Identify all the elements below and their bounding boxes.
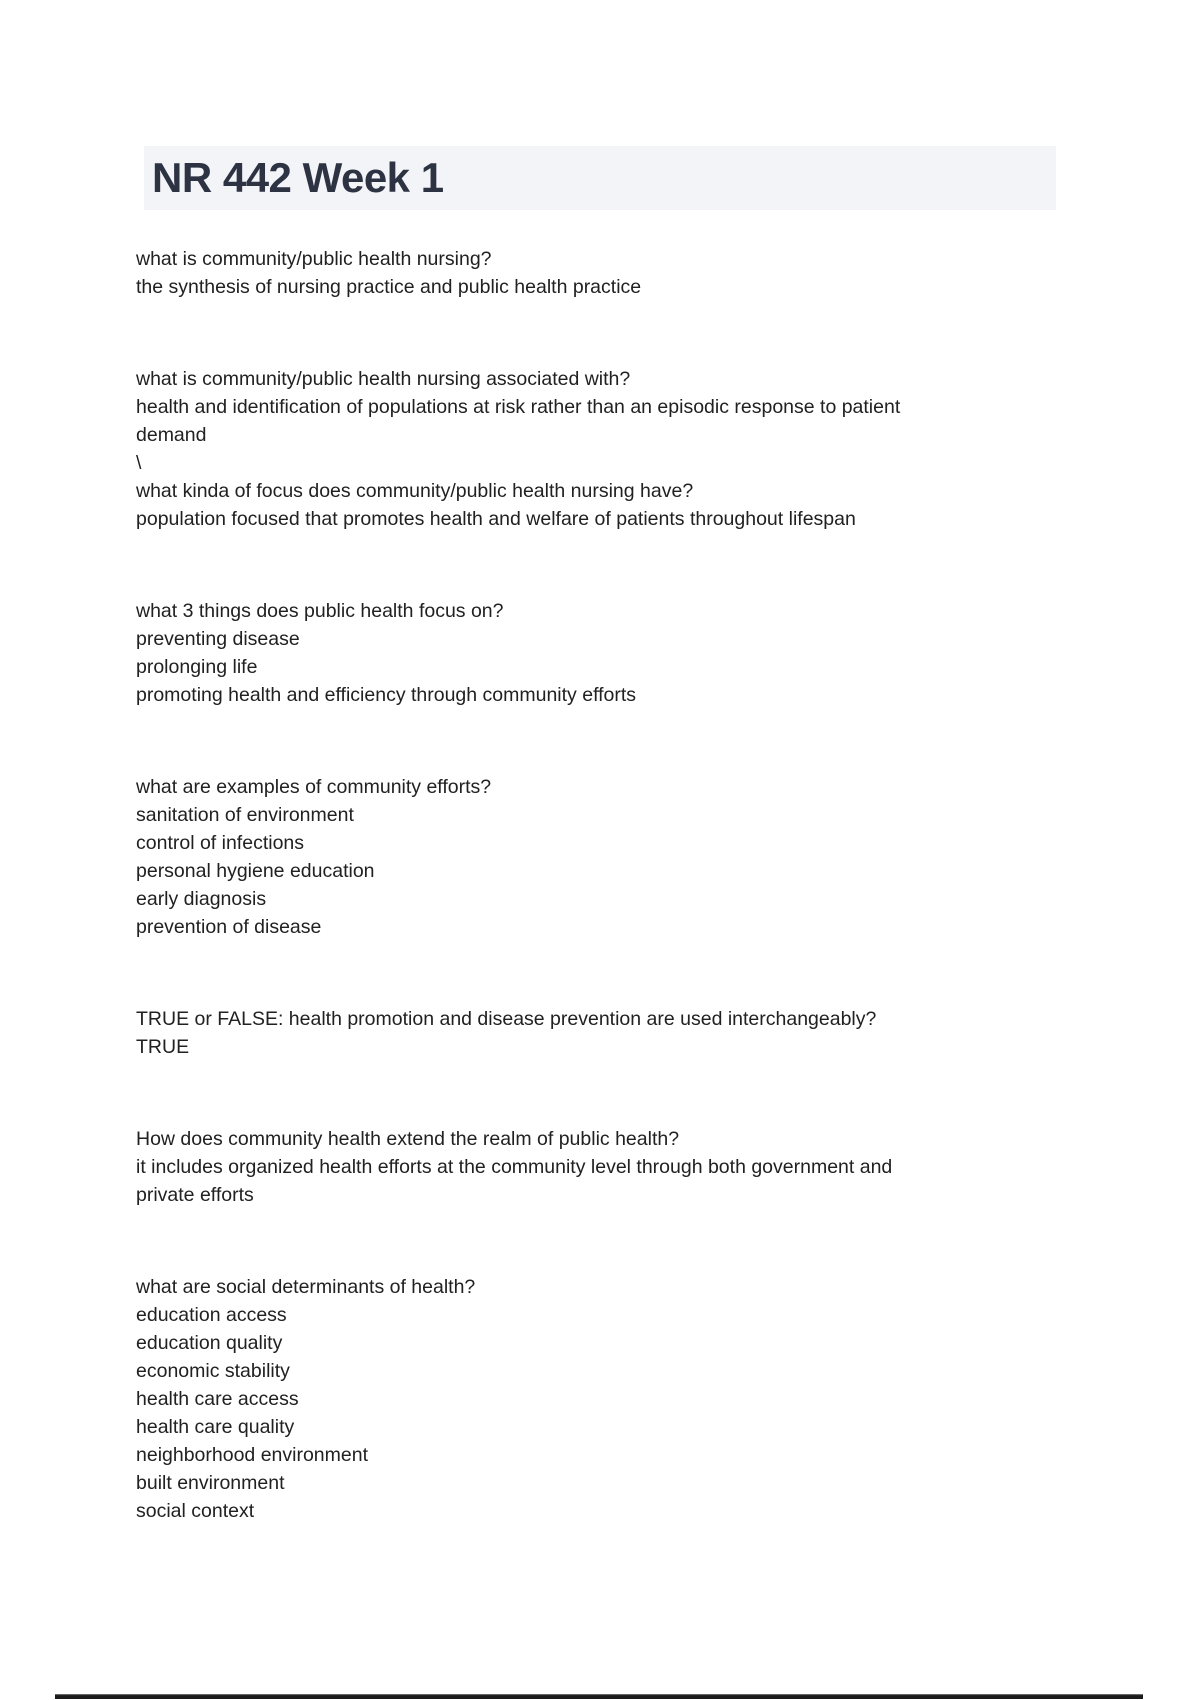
qa-line: health and identification of populations at risk rather than an episodic response to patient [136,396,901,418]
qa-line: \ [136,452,142,474]
qa-block [136,1273,1146,1525]
qa-line: sanitation of environment [136,804,354,826]
qa-line: health care quality [136,1416,295,1438]
qa-line: population focused that promotes health and welfare of patients throughout lifespan [136,508,856,530]
qa-line: private efforts [136,1184,254,1206]
qa-line: education quality [136,1332,283,1354]
qa-line: economic stability [136,1360,290,1382]
qa-line: what kinda of focus does community/public health nursing have? [136,480,694,502]
qa-line: what are examples of community efforts? [136,776,492,798]
qa-line: prevention of disease [136,916,322,938]
qa-line: what 3 things does public health focus on? [136,600,504,622]
qa-line: what are social determinants of health? [136,1276,476,1298]
qa-line: personal hygiene education [136,860,375,882]
qa-line: prolonging life [136,656,258,678]
qa-block [136,365,1146,533]
qa-block [136,597,1146,709]
qa-line: it includes organized health efforts at the community level through both government and [136,1156,893,1178]
qa-block [136,245,1146,301]
qa-line: what is community/public health nursing associated with? [136,368,631,390]
qa-line: control of infections [136,832,305,854]
qa-block [136,1005,1146,1061]
qa-line: the synthesis of nursing practice and public health practice [136,276,642,298]
qa-line: TRUE [136,1036,190,1058]
page-title: NR 442 Week 1 [152,154,444,201]
qa-line: demand [136,424,207,446]
qa-line: neighborhood environment [136,1444,369,1466]
qa-line: TRUE or FALSE: health promotion and disease prevention are used interchangeably? [136,1008,877,1030]
qa-block [136,773,1146,941]
page-title-bar [144,146,1056,210]
qa-line: social context [136,1500,255,1522]
qa-line: promoting health and efficiency through community efforts [136,684,637,706]
qa-line: health care access [136,1388,299,1410]
qa-line: education access [136,1304,287,1326]
qa-content [136,245,1146,1525]
qa-line: built environment [136,1472,285,1494]
qa-line: How does community health extend the realm of public health? [136,1128,680,1150]
qa-line: what is community/public health nursing? [136,248,492,270]
bottom-divider [55,1694,1143,1699]
qa-line: early diagnosis [136,888,267,910]
qa-line: preventing disease [136,628,300,650]
qa-block [136,1125,1146,1209]
